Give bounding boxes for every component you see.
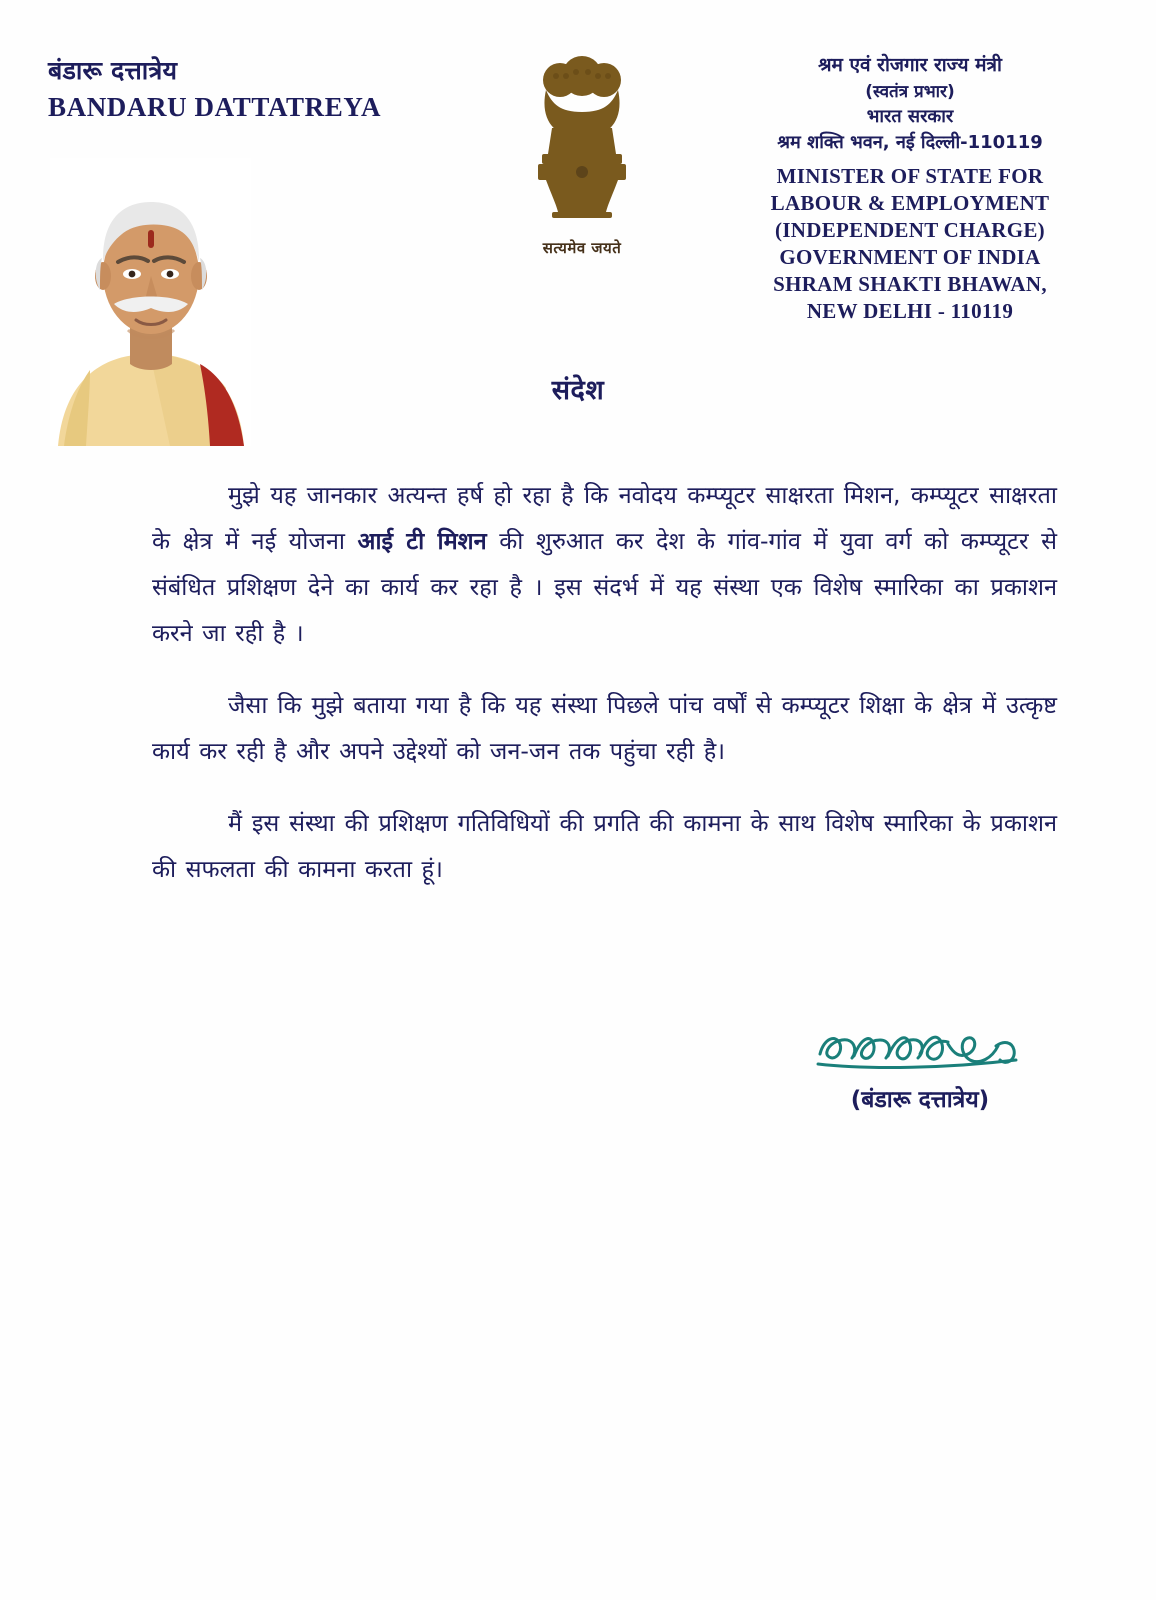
ministry-hindi-line-4: श्रम शक्ति भवन, नई दिल्ली-110119 — [777, 132, 1043, 154]
ministry-address — [700, 52, 1120, 325]
minister-name-block — [48, 56, 468, 123]
document-title: संदेश — [551, 375, 605, 406]
ministry-english-line-5: SHRAM SHAKTI BHAWAN, — [773, 271, 1047, 296]
letter-body — [152, 448, 1057, 918]
national-emblem — [497, 46, 667, 258]
paragraph-3: मैं इस संस्था की प्रशिक्षण गतिविधियों की प्रगति की कामना के साथ विशेष स्मारिका के प्रकाशन की सफलता की कामना करता हूं। — [152, 808, 1057, 883]
letterhead — [0, 46, 1156, 346]
ministry-english-line-2: LABOUR & EMPLOYMENT — [770, 191, 1050, 216]
paragraph-1-part-1: मुझे यह जानकार अत्यन्त हर्ष हो रहा है कि नवोदय कम्प्यूटर साक्षरता मिशन, कम्प्यूटर साक्षरता के क्षेत्र में नई योजना — [152, 480, 1057, 555]
ministry-address-english — [700, 163, 1120, 324]
minister-name-hindi: बंडारू दत्तात्रेय — [48, 56, 178, 85]
minister-name-english: BANDARU DATTATREYA — [48, 92, 382, 122]
ministry-english-line-6: NEW DELHI - 110119 — [806, 298, 1014, 323]
signature-block — [770, 1020, 1070, 1114]
emblem-motto: सत्यमेव जयते — [542, 239, 622, 257]
signature-name: (बंडारू दत्तात्रेय) — [850, 1087, 990, 1113]
ministry-hindi-line-1: श्रम एवं रोजगार राज्य मंत्री — [818, 54, 1002, 76]
ministry-english-line-1: MINISTER OF STATE FOR — [776, 164, 1044, 189]
ministry-hindi-line-2: (स्वतंत्र प्रभार) — [865, 81, 955, 102]
ministry-english-line-3: (INDEPENDENT CHARGE) — [775, 218, 1045, 243]
ministry-address-hindi — [700, 52, 1120, 156]
ministry-english-line-4: GOVERNMENT OF INDIA — [779, 245, 1041, 269]
ministry-hindi-line-3: भारत सरकार — [866, 106, 954, 128]
handwritten-signature — [770, 1020, 1070, 1080]
paragraph-1 — [152, 472, 1057, 656]
paragraph-2: जैसा कि मुझे बताया गया है कि यह संस्था पिछले पांच वर्षों से कम्प्यूटर शिक्षा के क्षेत्र में उत्कृष्ट कार्य कर रही है और अपने उद्देश्यों को जन-जन तक पहुंचा रही है। — [152, 690, 1057, 765]
paragraph-1-emphasis: आई टी मिशन — [357, 526, 487, 555]
paragraph-1-part-2: की शुरुआत कर देश के गांव-गांव में युवा वर्ग को कम्प्यूटर से संबंधित प्रशिक्षण देने का कार्य कर रहा है । इस संदर्भ में यह संस्था एक विशेष स्मारिका का प्रकाशन करने जा रही है । — [152, 526, 1057, 647]
